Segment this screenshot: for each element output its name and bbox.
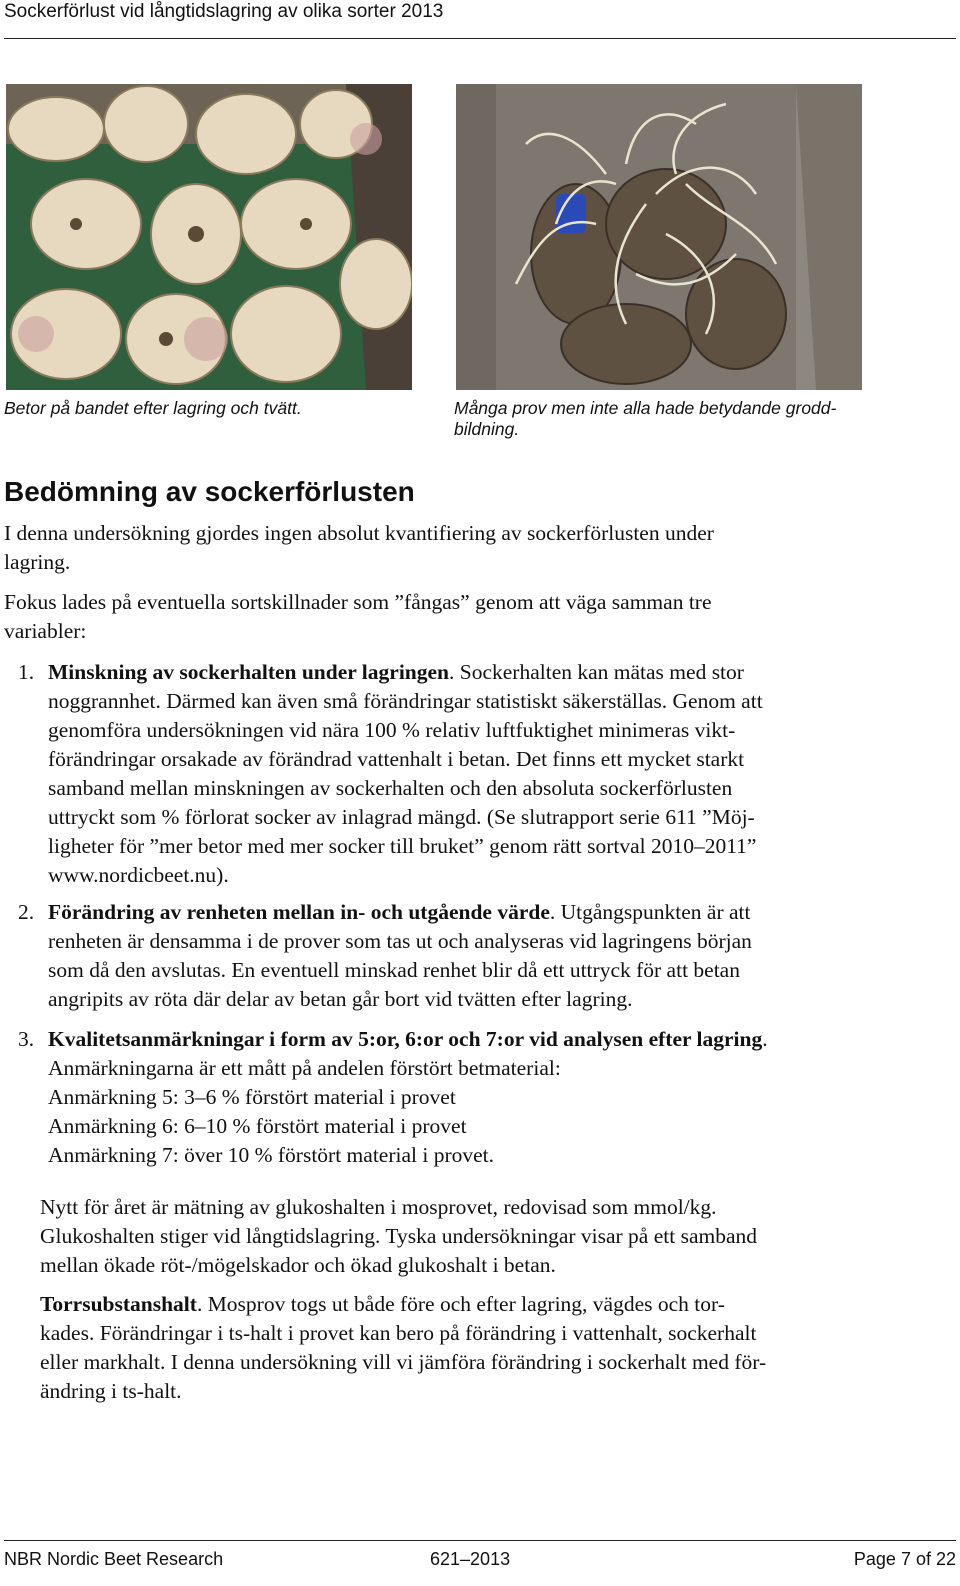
page-header: [4, 0, 956, 39]
dry-matter-paragraph: Torrsubstanshalt. Mosprov togs ut både före och efter lagring, vägdes och tor- kades. Förändringar i ts-halt i provet kan bero på förändring i vattenhalt, sockerhalt eller markhalt. I denna undersökning vill vi jämföra förändring i sockerhalt med för- ändring i ts-halt.: [40, 1292, 767, 1403]
section-heading: Bedömning av sockerförlusten: [4, 476, 415, 507]
list-item: 3. Kvalitetsanmärkningar i form av 5:or, 6:or och 7:or vid analysen efter lagring. Anmärkningarna är ett mått på andelen förstört betmaterial: Anmärkning 5: 3–6 % förstört material i provet Anmärkning 6: 6–10 % förstört material i provet Anmärkning 7: över 10 % förstört material i provet.: [18, 1027, 768, 1167]
photo-sprouting-beets: [456, 84, 862, 390]
intro-paragraph-2: Fokus lades på eventuella sortskillnader som ”fångas” genom att väga samman tre variabler:: [4, 590, 712, 643]
footer-page-number: Page 7 of 22: [853, 1549, 956, 1569]
list-item-title: Förändring av renheten mellan in- och utgående värde: [48, 900, 550, 924]
header-title: Sockerförlust vid långtidslagring av olika sorter 2013: [4, 1, 444, 22]
figure-caption-2: Många prov men inte alla hade betydande grodd- bildning.: [454, 398, 837, 439]
list-item: 2. Förändring av renheten mellan in- och utgående värde. Utgångspunkten är att renheten är densamma i de prover som tas ut och analyseras vid lagringens början som då den avslutas. En eventuell minskad renhet blir då ett uttryck för att betan angripits av röta där delar av betan går bort vid tvätten efter lagring.: [18, 900, 752, 1011]
intro-paragraph-1: I denna undersökning gjordes ingen absolut kvantifiering av sockerförlusten under lagring.: [4, 521, 714, 574]
list-item: 1. Minskning av sockerhalten under lagringen. Sockerhalten kan mätas med stor noggrannhet. Därmed kan även små förändringar statistiskt säkerställas. Genom att genomföra undersökningen vid nära 100 % relativ luftfuktighet minimeras vikt- förändringar orsakade av förändrad vattenhalt i betan. Det finns ett mycket starkt samband mellan minskningen av sockerhalten och den absoluta sockerförlusten uttryckt som % förlorat socker av inlagrad mängd. (Se slutrapport serie 611 ”Möj- ligheter för ”mer betor med mer socker till bruket” genom rätt sortval 2010–2011” www.nordicbeet.nu).: [18, 660, 763, 887]
list-item-title: Kvalitetsanmärkningar i form av 5:or, 6:or och 7:or vid analysen efter lagring: [48, 1027, 763, 1051]
footer-org: NBR Nordic Beet Research: [4, 1549, 224, 1569]
list-item-title: Minskning av sockerhalten under lagringen: [48, 660, 449, 684]
photo-beets-on-belt: [6, 84, 412, 390]
glucose-paragraph: Nytt för året är mätning av glukoshalten i mosprovet, redovisad som mmol/kg. Glukoshalten stiger vid långtidslagring. Tyska undersökningar visar på ett samband mellan ökade röt-/mögelskador och ökad glukoshalt i betan.: [40, 1195, 758, 1277]
figure-caption-1: Betor på bandet efter lagring och tvätt.: [4, 398, 302, 418]
dry-matter-title: Torrsubstanshalt: [40, 1292, 197, 1316]
footer-report-number: 621–2013: [430, 1549, 511, 1569]
page-footer: [4, 1540, 956, 1581]
